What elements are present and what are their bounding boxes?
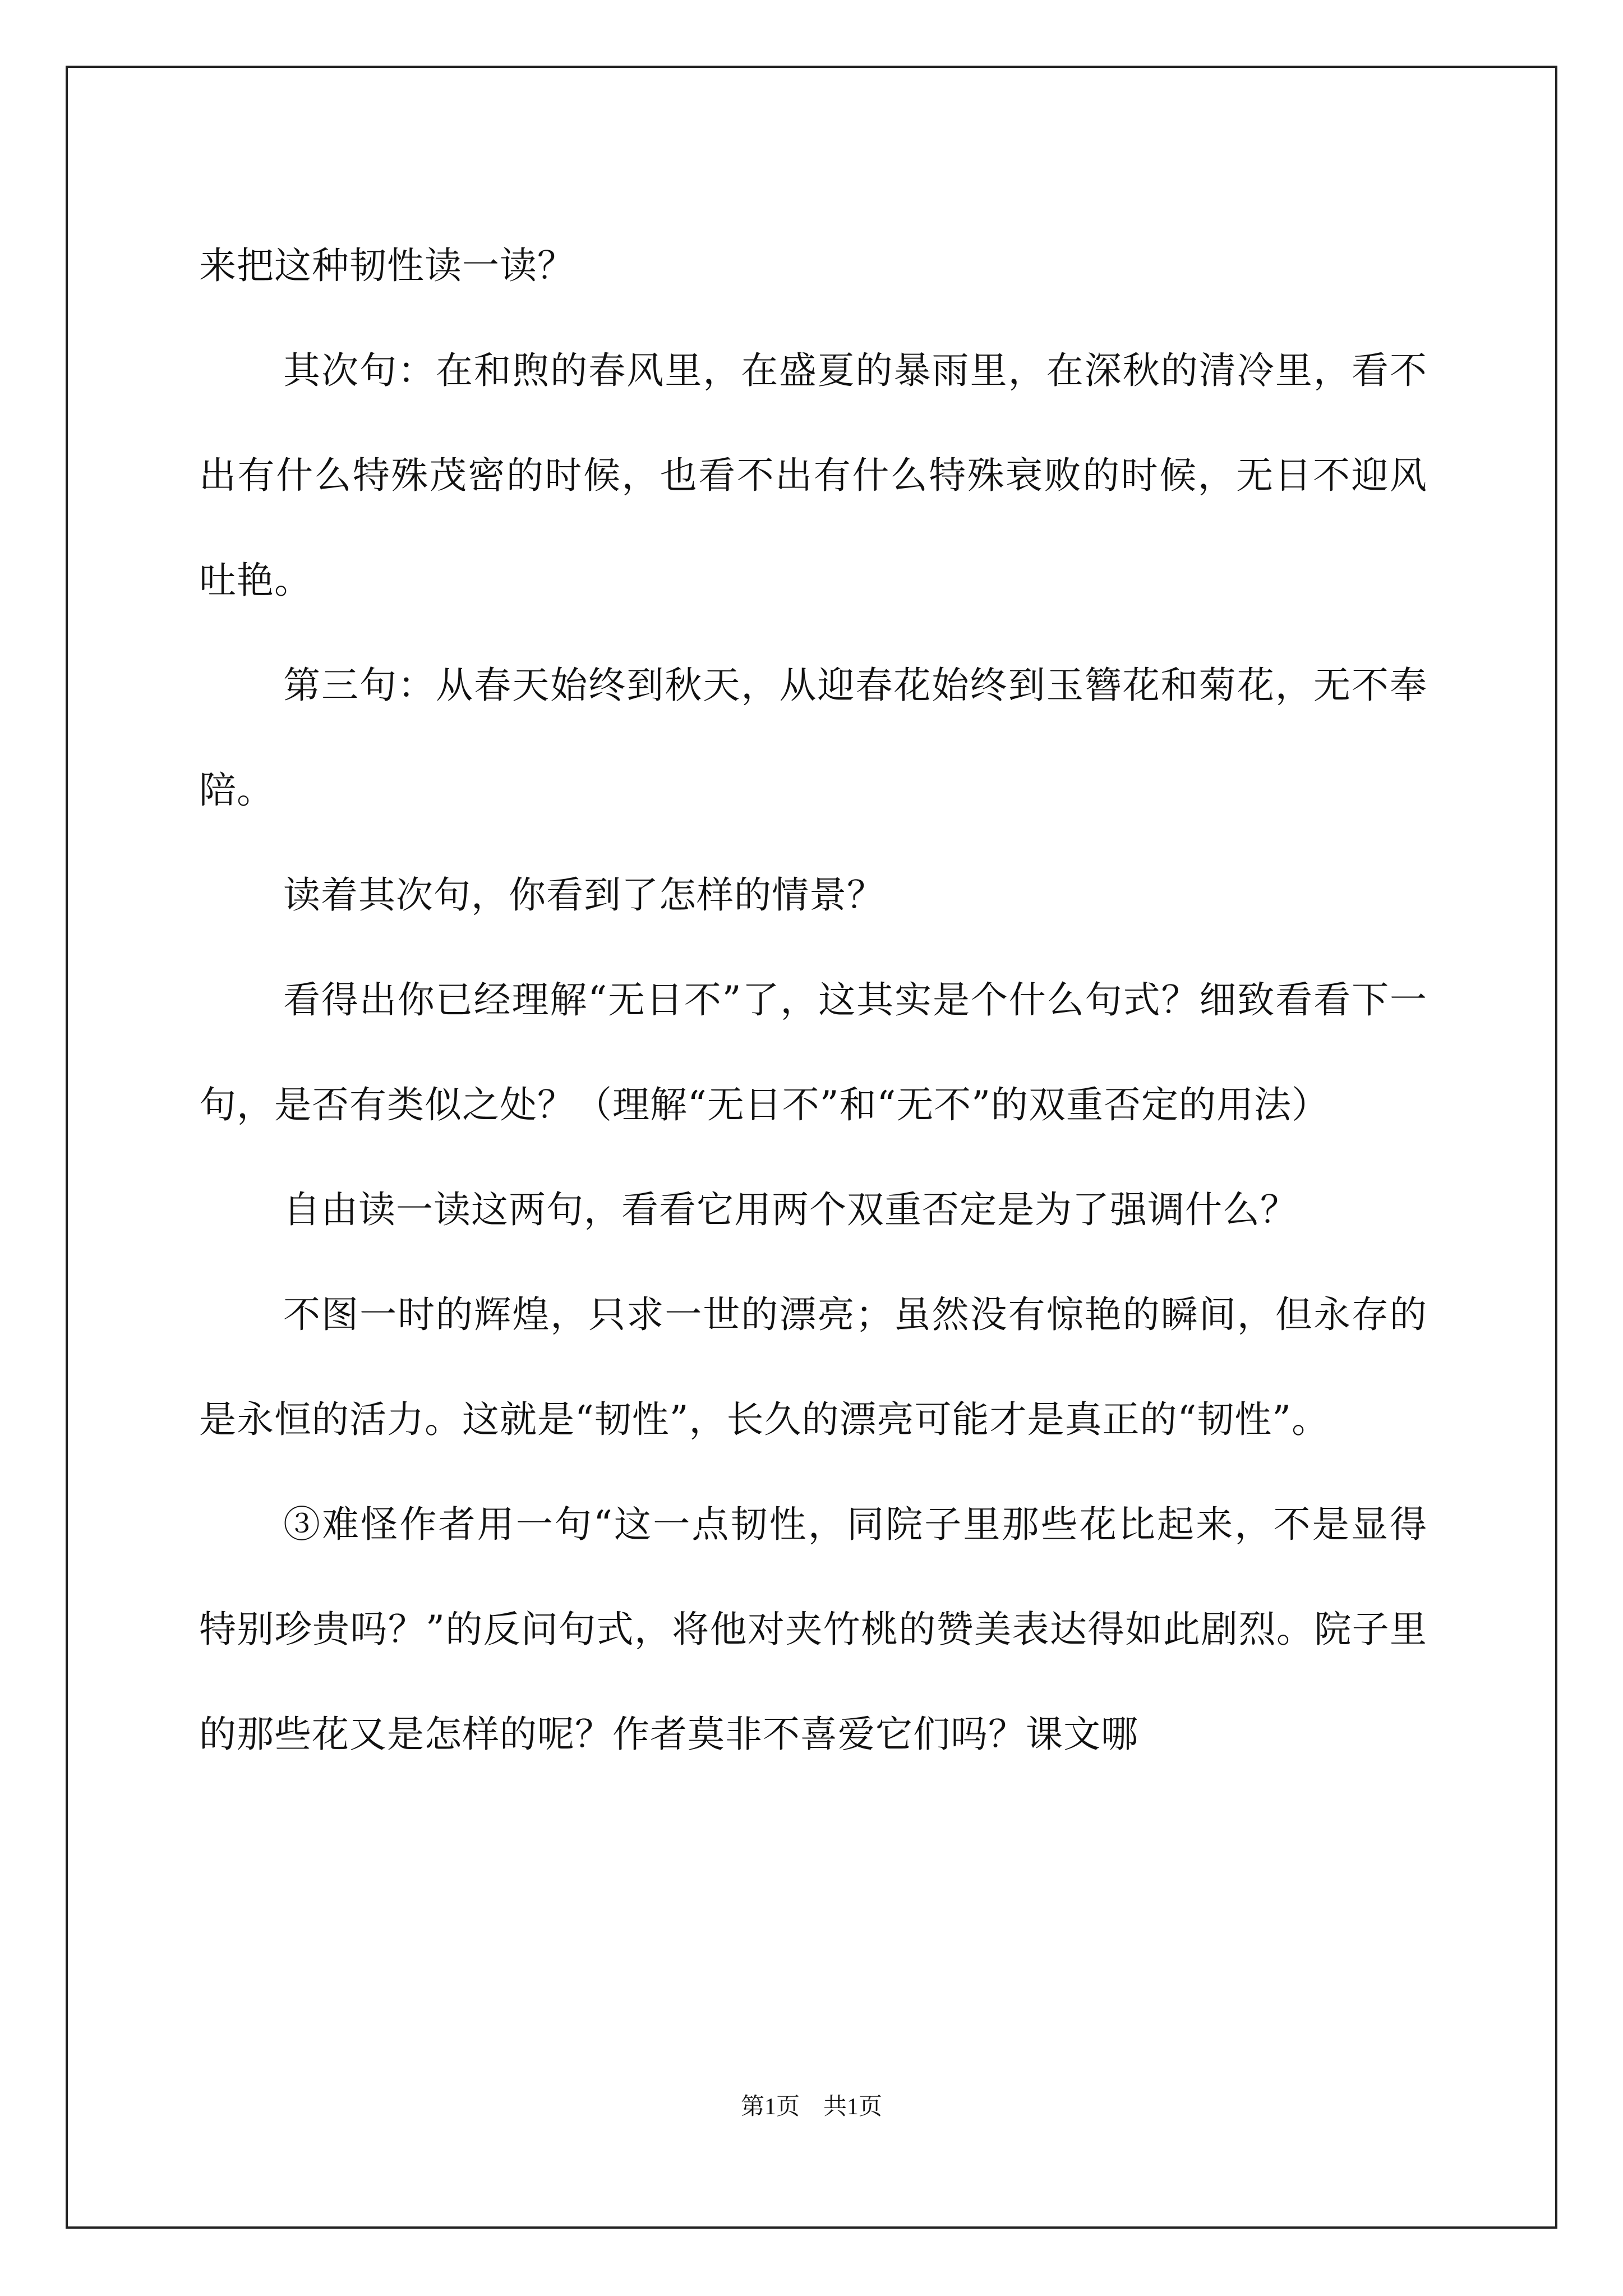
paragraph-8: ③难怪作者用一句“这一点韧性，同院子里那些花比起来，不是显得特别珍贵吗？”的反问句式，将他对夹竹桃的赞美表达得如此剧烈。院子里的那些花又是怎样的呢？作者莫非不喜爱它们吗？课文哪 bbox=[199, 1503, 1427, 1756]
document-body bbox=[199, 213, 1427, 1787]
paragraph-6: 自由读一读这两句，看看它用两个双重否定是为了强调什么？ bbox=[283, 1188, 1298, 1231]
paragraph-1: 来把这种韧性读一读？ bbox=[199, 244, 575, 287]
paragraph-5: 看得出你已经理解“无日不”了，这其实是个什么句式？细致看看下一句，是否有类似之处？（理解“无日不”和“无不”的双重否定的用法） bbox=[199, 978, 1427, 1126]
paragraph-2: 其次句：在和煦的春风里，在盛夏的暴雨里，在深秋的清冷里，看不出有什么特殊茂密的时候，也看不出有什么特殊衰败的时候，无日不迎风吐艳。 bbox=[199, 349, 1427, 602]
paragraph-3: 第三句：从春天始终到秋天，从迎春花始终到玉簪花和菊花，无不奉陪。 bbox=[199, 664, 1427, 812]
paragraph-4: 读着其次句，你看到了怎样的情景？ bbox=[283, 873, 884, 917]
paragraph-7: 不图一时的辉煌，只求一世的漂亮；虽然没有惊艳的瞬间，但永存的是永恒的活力。这就是“韧性”，长久的漂亮可能才是真正的“韧性”。 bbox=[199, 1293, 1427, 1441]
page-footer: 第1页 共1页 bbox=[740, 2094, 882, 2120]
